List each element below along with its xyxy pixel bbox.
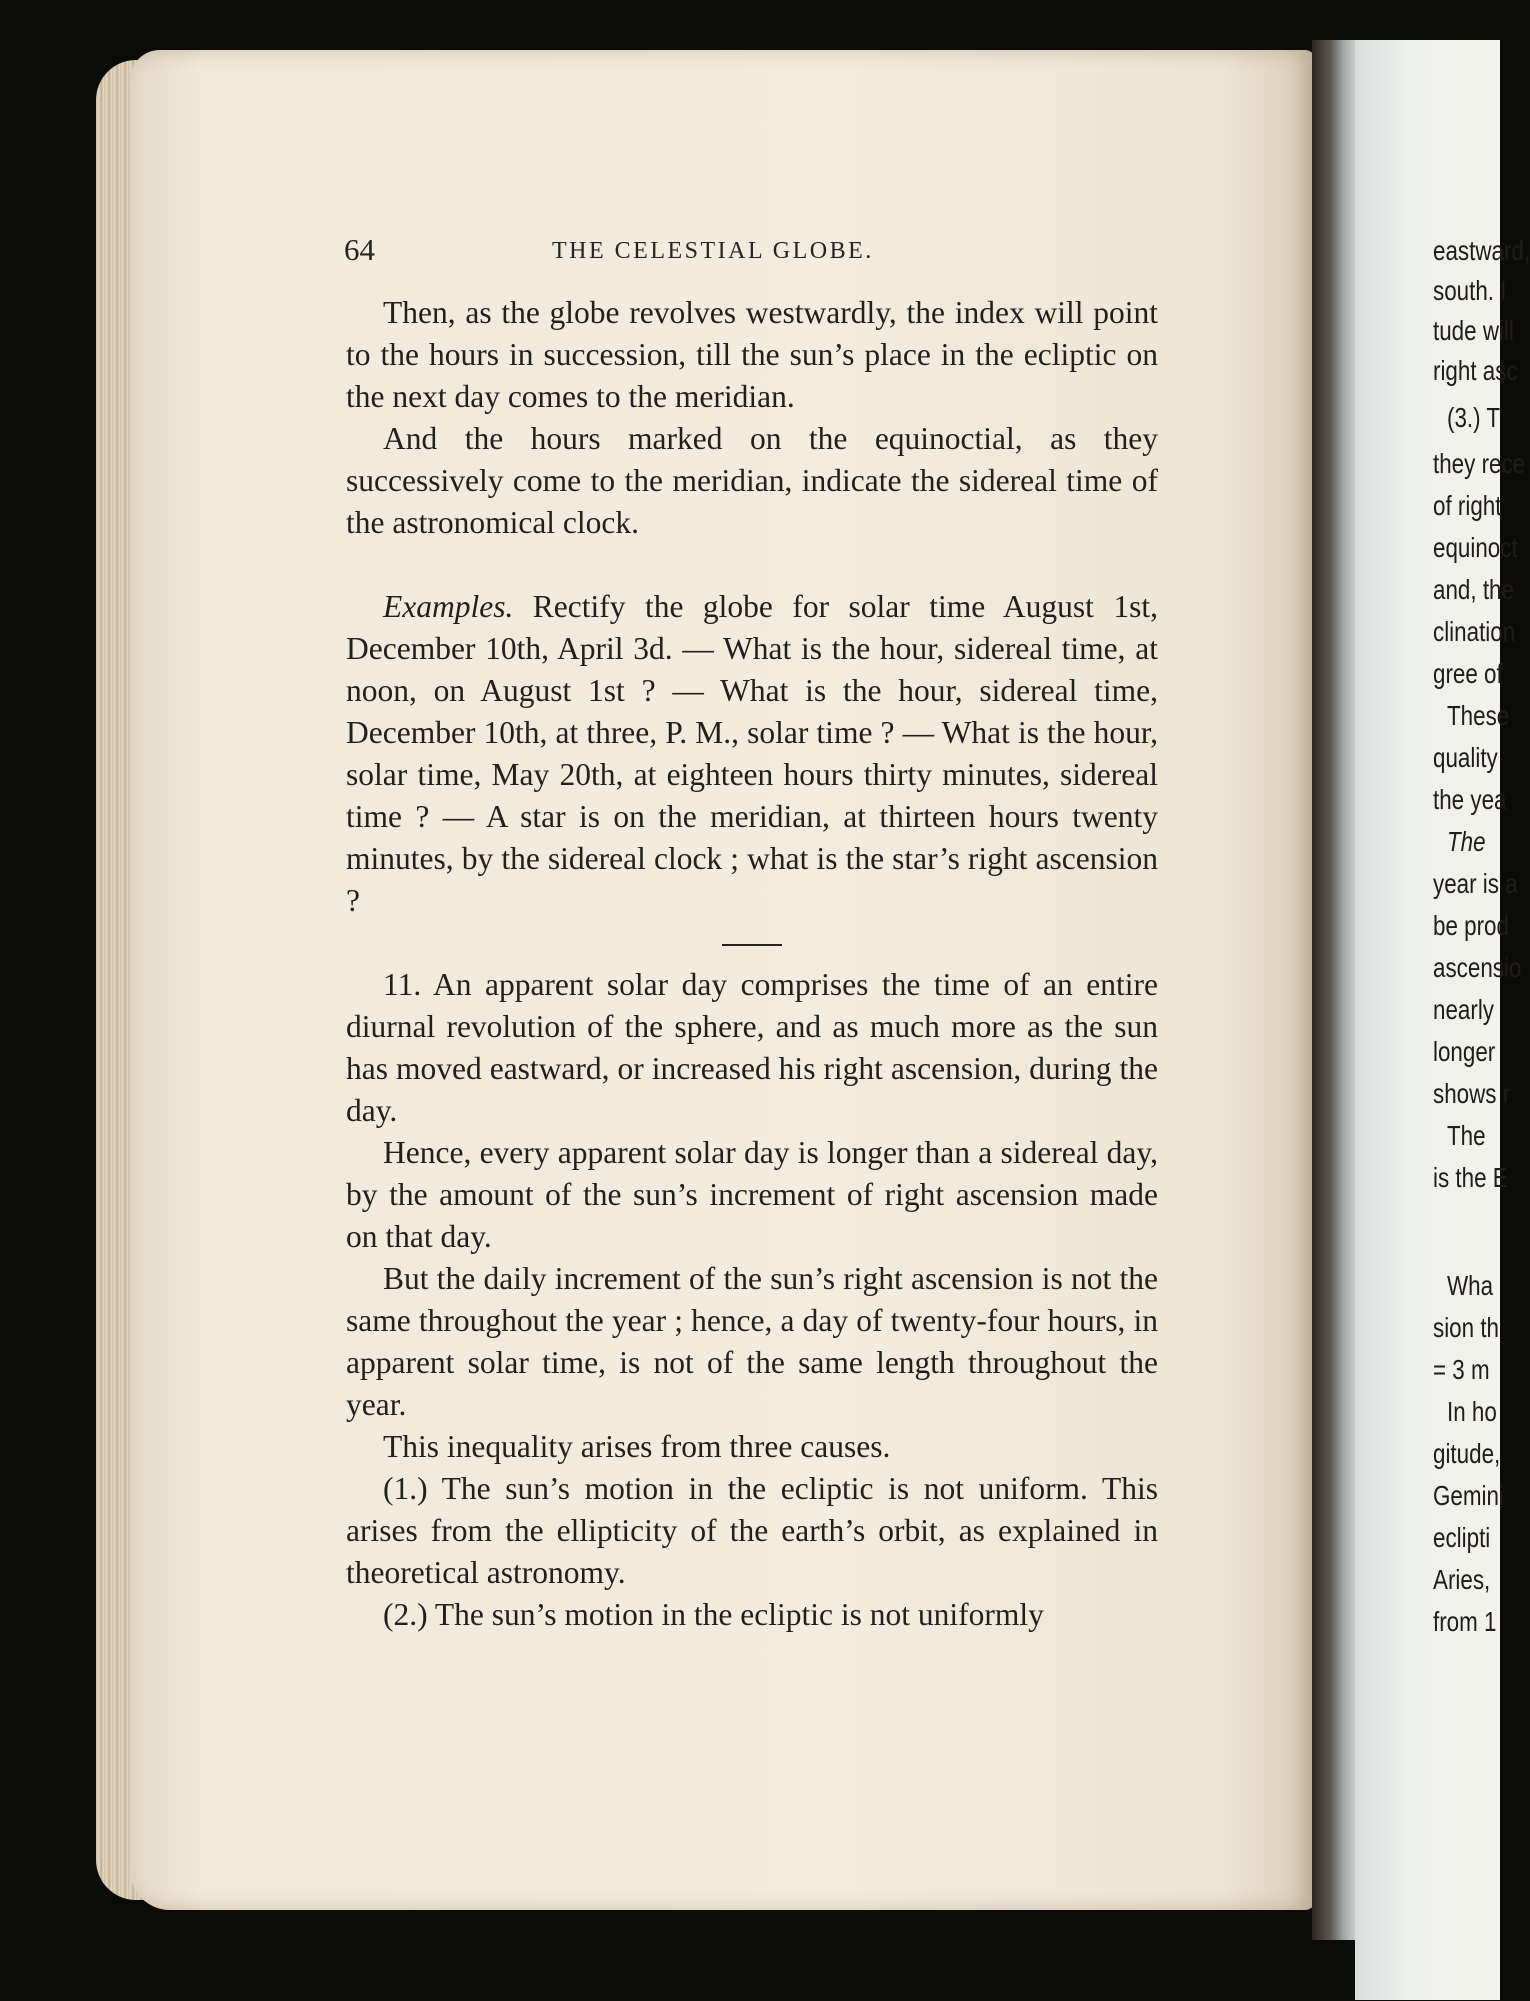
page-body [346,292,1158,1636]
running-title: THE CELESTIAL GLOBE. [552,238,874,264]
facing-line: of right [1433,490,1502,521]
facing-line: gree of [1433,658,1503,689]
section-divider [722,944,782,946]
facing-line: year is a [1433,868,1518,899]
facing-line: These [1447,700,1510,731]
examples-label: Examples. [383,589,514,624]
facing-line: and, the [1433,574,1514,605]
paragraph: Then, as the globe revolves westwardly, the index will point to the hours in succession, till the sun’s place in the ecliptic on the next day comes to the meridian. [346,295,1158,414]
facing-line: south. I [1433,275,1507,306]
book-gutter [1312,40,1357,1940]
facing-line: is the E [1433,1162,1508,1193]
facing-line: shows r [1433,1078,1511,1109]
facing-line: tude will [1433,315,1514,346]
facing-line: nearly [1433,994,1495,1025]
facing-line: from 1 [1433,1606,1497,1637]
facing-line: The [1447,826,1486,857]
facing-line: eastward, [1433,235,1530,266]
facing-line: Wha [1447,1270,1494,1301]
facing-line: Gemini [1433,1480,1504,1511]
examples-paragraph [346,586,1158,922]
facing-page-fragment [1355,40,1530,2000]
paragraph: (1.) The sun’s motion in the ecliptic is not uniform. This arises from the ellipticity of the earth’s orbit, as explained in theoretical astronomy. [346,1471,1158,1590]
facing-line: right asc [1433,355,1518,386]
facing-line: (3.) T [1447,402,1501,433]
facing-line: sion th [1433,1312,1499,1343]
facing-line: equinoct [1433,532,1518,563]
facing-line: quality [1433,742,1498,773]
paragraph: 11. An apparent solar day comprises the time of an entire diurnal revolution of the sphere, and as much more as the sun has moved eastward, or increased his right ascension, during the day. [346,967,1158,1128]
facing-line: eclipti [1433,1522,1491,1553]
facing-line: the yea [1433,784,1507,815]
facing-line: The [1447,1120,1486,1151]
running-head [0,232,1500,272]
page-number: 64 [344,232,375,267]
facing-line: In ho [1447,1396,1497,1427]
facing-line: clination [1433,616,1516,647]
facing-line: ascensio [1433,952,1522,983]
facing-line: gitude, [1433,1438,1501,1469]
facing-line: be prod [1433,910,1509,941]
paragraph: (2.) The sun’s motion in the ecliptic is not uniformly [383,1597,1044,1632]
facing-line: they rece [1433,448,1526,479]
facing-line: longer [1433,1036,1496,1067]
paragraph: And the hours marked on the equinoctial, as they successively come to the meridian, indicate the sidereal time of the astronomical clock. [346,421,1158,540]
paragraph: But the daily increment of the sun’s right ascension is not the same throughout the year ; hence, a day of twenty-four hours, in apparent solar time, is not of the same length throughout the year. [346,1261,1158,1422]
examples-text: Rectify the globe for solar time August 1st, December 10th, April 3d. — What is the hour, sidereal time, at noon, on August 1st ? — What is the hour, sidereal time, December 10th, at three, P. M., solar time ? — What is the hour, solar time, May 20th, at eighteen hours thirty minutes, sidereal time ? — A star is on the meridian, at thirteen hours twenty minutes, by the sidereal clock ; what is the star’s right ascension ? [346,589,1158,918]
paragraph: This inequality arises from three causes. [383,1429,891,1464]
facing-line: Aries, [1433,1564,1491,1595]
facing-line: = 3 m [1433,1354,1490,1385]
paragraph: Hence, every apparent solar day is longer than a sidereal day, by the amount of the sun’s increment of right ascension made on that day. [346,1135,1158,1254]
